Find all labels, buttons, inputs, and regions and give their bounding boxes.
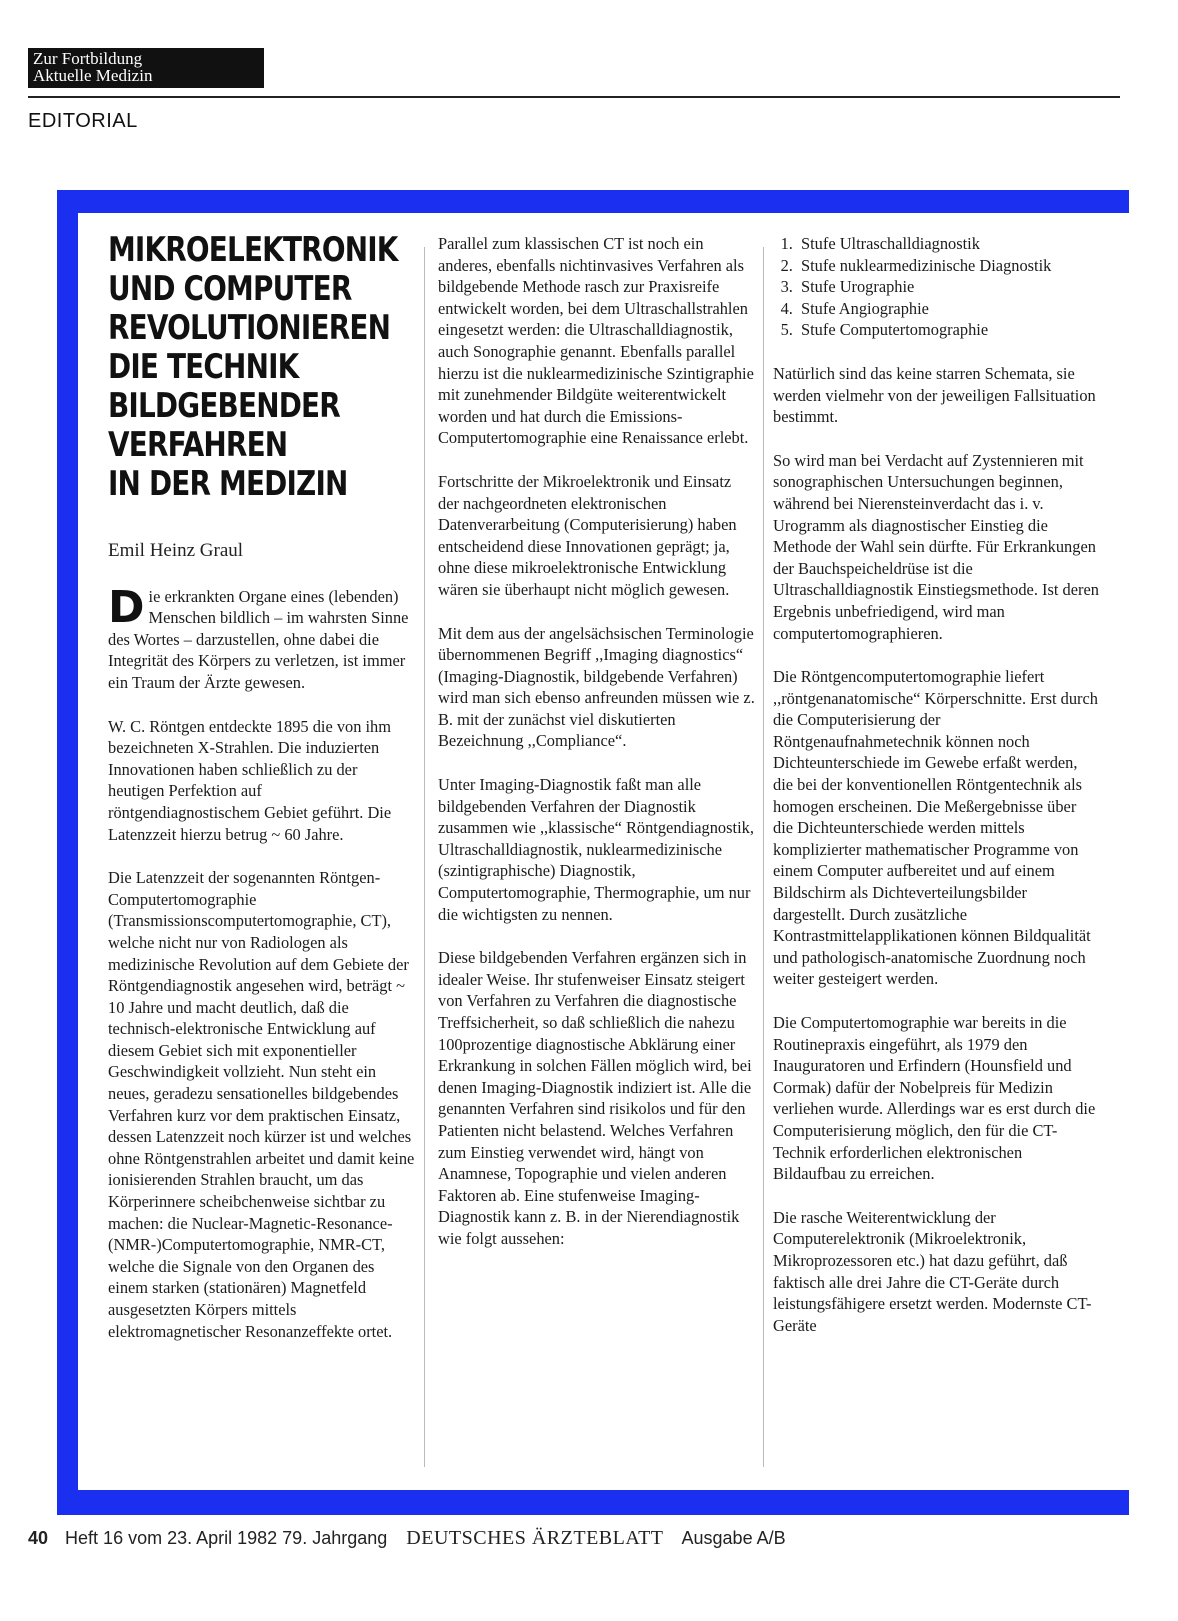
badge-line-2: Aktuelle Medizin <box>33 66 153 85</box>
header-rule <box>28 96 1120 98</box>
column-rule <box>424 247 425 1467</box>
article-panel <box>78 213 1129 1490</box>
journal-name: DEUTSCHES ÄRZTEBLATT <box>406 1527 664 1549</box>
column-rule <box>763 247 764 1467</box>
page-footer <box>28 1527 786 1550</box>
paragraph: Die Latenzzeit der sogenannten Röntgen-Computertomographie (Transmissionscomputertomographie, CT), welche nicht nur von Radiologen als medizinische Revolution auf dem Gebiete der Röntgendiagnostik angesehen wird, beträgt ~ 10 Jahre und macht deutlich, daß die technisch-elektronische Entwicklung auf diesem Gebiet sich mit exponentieller Geschwindigkeit vollzieht. Nun steht ein neues, geradezu sensationelles bildgebendes Verfahren kurz vor dem praktischen Einsatz, dessen Latenzzeit noch kürzer ist und welches ohne Röntgenstrahlen arbeitet und damit keine ionisierenden Strahlen braucht, um das Körperinnere scheibchenweise sichtbar zu machen: die Nuclear-Magnetic-Resonance-(NMR-)Computertomographie, NMR-CT, welche die Signale von den Organen des einem starken (stationären) Magnetfeld ausgesetzten Körpers mittels elektromagnetischer Resonanzeffekte ortet. <box>108 868 415 1341</box>
paragraph-text: ie erkrankten Organe eines (lebenden) Menschen bildlich – im wahrsten Sinne des Wortes – darzustellen, ohne dabei die Integrität des Körpers zu verletzen, ist immer ein Traum der Ärzte gewesen. <box>108 586 409 692</box>
headline-line: VERFAHREN <box>108 425 288 465</box>
page-number: 40 <box>28 1528 49 1548</box>
column-3 <box>773 233 1099 1358</box>
list-item: 2. Stufe nuklearmedizinische Diagnostik <box>797 255 1099 277</box>
paragraph: Parallel zum klassischen CT ist noch ein anderes, ebenfalls nichtinvasives Verfahren als bildgebende Methode rasch zur Praxisreife entwickelt worden, bei dem Ultraschallstrahlen eingesetzt werden: die Ultraschalldiagnostik, auch Sonographie genannt. Ebenfalls parallel hierzu ist die nuklearmedizinische Szintigraphie mit zunehmender Bildgüte weiterentwickelt worden und hat durch die Emissions-Computertomographie eine Renaissance erlebt. <box>438 234 754 448</box>
section-label: EDITORIAL <box>28 110 138 132</box>
paragraph: Mit dem aus der angelsächsischen Terminologie übernommenen Begriff ,,Imaging diagnostics“ (Imaging-Diagnostik, bildgebende Verfahren) wird man sich ebenso anfreunden müssen wie z. B. mit der zunächst viel diskutierten Bezeichnung ,,Compliance“. <box>438 623 755 751</box>
paragraph: Unter Imaging-Diagnostik faßt man alle bildgebenden Verfahren der Diagnostik zusammen wie ,,klassische“ Röntgendiagnostik, Ultraschalldiagnostik, nuklearmedizinische (szintigraphische) Diagnostik, Computertomographie, Thermographie, um nur die wichtigsten zu nennen. <box>438 775 754 924</box>
author-name: Emil Heinz Graul <box>108 540 244 561</box>
paragraph: So wird man bei Verdacht auf Zystennieren mit sonographischen Untersuchungen beginnen, während bei Nierensteinverdacht das i. v. Urogramm als diagnostischer Einstieg die Methode der Wahl sein dürfte. Für Erkrankungen der Bauchspeicheldrüse ist die Ultraschalldiagnostik Einstiegsmethode. Ist deren Ergebnis unbefriedigend, wird man computertomographieren. <box>773 450 1099 643</box>
headline-line: MIKROELEKTRONIK <box>108 230 398 270</box>
issue-info: Heft 16 vom 23. April 1982 79. Jahrgang <box>65 1528 388 1548</box>
paragraph: Natürlich sind das keine starren Schemata, sie werden vielmehr von der jeweiligen Fallsituation bestimmt. <box>773 363 1096 427</box>
paragraph: Fortschritte der Mikroelektronik und Einsatz der nachgeordneten elektronischen Datenverarbeitung (Computerisierung) haben entscheidend diese Innovationen geprägt; ja, ohne diese mikroelektronische Entwicklung wären sie überhaupt nicht möglich gewesen. <box>438 471 737 599</box>
headline-line: IN DER MEDIZIN <box>108 464 348 504</box>
column-2 <box>438 233 756 1272</box>
headline-line: UND COMPUTER <box>108 269 352 309</box>
drop-cap: D <box>108 581 145 633</box>
article-headline <box>108 231 403 504</box>
list-item: 4. Stufe Angiographie <box>797 298 1099 320</box>
headline-line: REVOLUTIONIEREN <box>108 308 391 348</box>
list-item: 1. Stufe Ultraschalldiagnostik <box>797 233 1099 255</box>
list-item: 3. Stufe Urographie <box>797 276 1099 298</box>
paragraph: Die Röntgencomputertomographie liefert ,,röntgenanatomische“ Körperschnitte. Erst durch die Computerisierung der Röntgenaufnahmetechnik können noch Dichteunterschiede im Gewebe erfaßt werden, die bei der konventionellen Röntgentechnik als homogen erscheinen. Die Meßergebnisse über die Dichteunterschiede werden mittels komplizierter mathematischer Programme von einem Computer aufbereitet und auf einem Bildschirm als Dichteverteilungsbilder dargestellt. Durch zusätzliche Kontrastmittelapplikationen können Bildqualität und pathologisch-anatomische Zuordnung noch weiter gesteigert werden. <box>773 667 1098 989</box>
list-item: 5. Stufe Computertomographie <box>797 319 1099 341</box>
paragraph: W. C. Röntgen entdeckte 1895 die von ihm bezeichneten X-Strahlen. Die induzierten Innovationen haben schließlich zu der heutigen Perfektion auf röntgendiagnostischem Gebiet geführt. Die Latenzzeit hierzu betrug ~ 60 Jahre. <box>108 716 392 844</box>
edition-info: Ausgabe A/B <box>681 1528 786 1548</box>
section-badge <box>28 48 264 88</box>
diagnostic-steps-list <box>773 233 1099 341</box>
paragraph <box>108 581 416 694</box>
paragraph: Die Computertomographie war bereits in die Routinepraxis eingeführt, als 1979 den Inauguratoren und Erfindern (Hounsfield und Cormak) dafür der Nobelpreis für Medizin verliehen wurde. Allerdings war es erst durch die Computerisierung möglich, den für die CT-Technik erforderlichen elektronischen Bildaufbau zu erreichen. <box>773 1013 1096 1184</box>
badge-line-1: Zur Fortbildung <box>33 49 143 68</box>
headline-line: DIE TECHNIK <box>108 347 299 387</box>
paragraph: Die rasche Weiterentwicklung der Computerelektronik (Mikroelektronik, Mikroprozessoren etc.) hat dazu geführt, daß faktisch alle drei Jahre die CT-Geräte durch leistungsfähigere ersetzt werden. Modernste CT-Geräte <box>773 1207 1092 1335</box>
paragraph: Diese bildgebenden Verfahren ergänzen sich in idealer Weise. Ihr stufenweiser Einsatz steigert von Verfahren zu Verfahren die diagnostische Treffsicherheit, so daß schließlich die nahezu 100prozentige diagnostische Abklärung einer Erkrankung in solchen Fällen möglich wird, bei denen Imaging-Diagnostik indiziert ist. Alle die genannten Verfahren sind risikolos und für den Patienten nicht belastend. Welches Verfahren zum Einstieg verwendet wird, hängt von Anamnese, Topographie und vielen anderen Faktoren ab. Eine stufenweise Imaging-Diagnostik kann z. B. in der Nierendiagnostik wie folgt aussehen: <box>438 948 752 1248</box>
headline-line: BILDGEBENDER <box>108 386 340 426</box>
column-1 <box>108 231 416 1364</box>
